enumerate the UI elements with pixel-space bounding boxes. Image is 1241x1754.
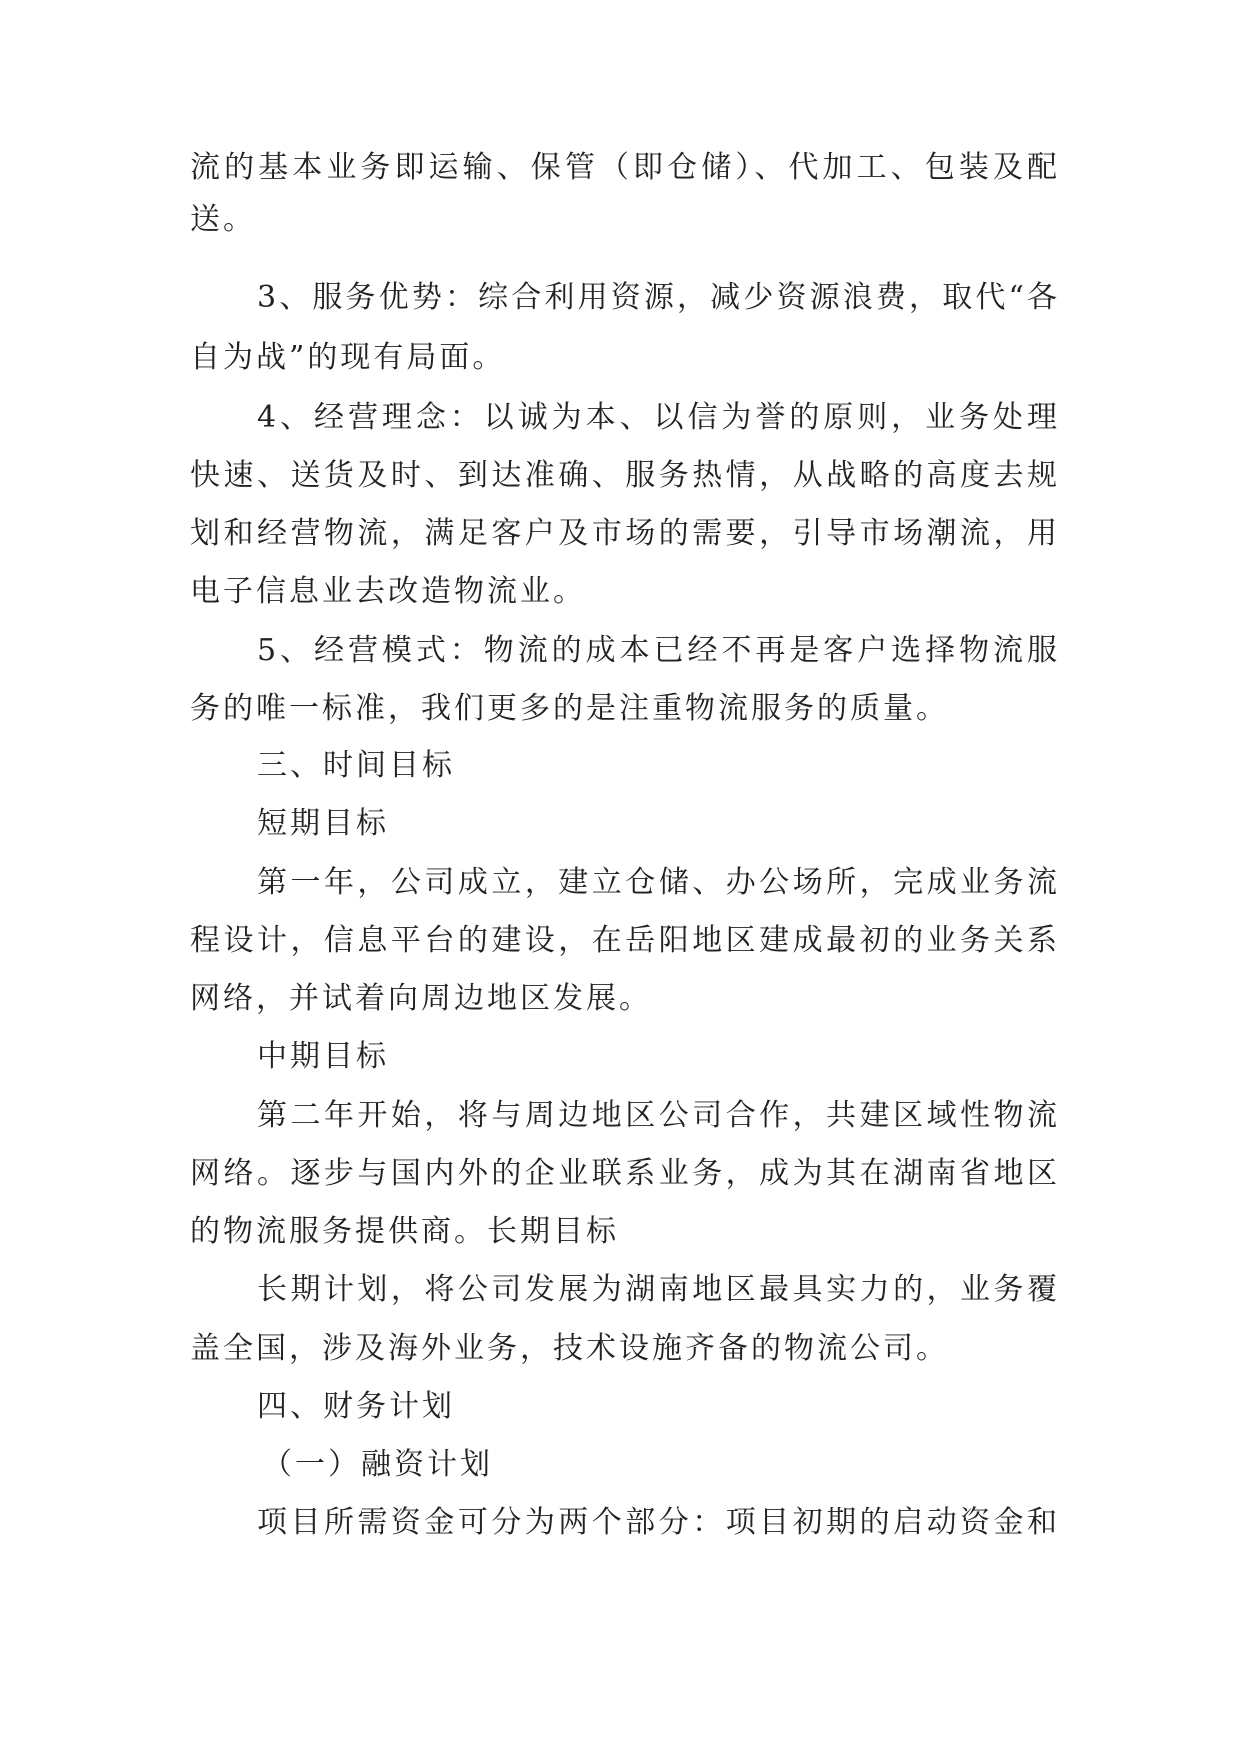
text-line: 电子信息业去改造物流业。 xyxy=(190,574,586,609)
text-line: 务的唯一标准，我们更多的是注重物流服务的质量。 xyxy=(190,691,949,726)
text-line: 送。 xyxy=(190,202,256,237)
text-line: 盖全国，涉及海外业务，技术设施齐备的物流公司。 xyxy=(190,1331,949,1366)
subsection-heading: 中期目标 xyxy=(257,1039,389,1074)
subsection-heading: （一）融资计划 xyxy=(262,1447,493,1482)
subsection-heading: 短期目标 xyxy=(257,806,389,841)
section-heading: 三、时间目标 xyxy=(257,748,455,783)
text-line: 网络。逐步与国内外的企业联系业务，成为其在湖南省地区 xyxy=(190,1156,1060,1191)
text-line: 第二年开始，将与周边地区公司合作，共建区域性物流 xyxy=(257,1098,1060,1133)
text-line: 快速、送货及时、到达准确、服务热情，从战略的高度去规 xyxy=(190,458,1060,493)
text-line: 的物流服务提供商。长期目标 xyxy=(190,1214,619,1249)
text-line: 划和经营物流，满足客户及市场的需要，引导市场潮流，用 xyxy=(190,516,1060,551)
text-line: 程设计，信息平台的建设，在岳阳地区建成最初的业务关系 xyxy=(190,923,1060,958)
text-line: 3、服务优势：综合利用资源，减少资源浪费，取代“各 xyxy=(257,280,1060,315)
text-line: 第一年，公司成立，建立仓储、办公场所，完成业务流 xyxy=(257,865,1060,900)
text-line: 5、经营模式：物流的成本已经不再是客户选择物流服 xyxy=(257,633,1060,668)
text-line: 流的基本业务即运输、保管（即仓储）、代加工、包装及配 xyxy=(190,150,1060,185)
text-line: 网络，并试着向周边地区发展。 xyxy=(190,981,652,1016)
text-line: 项目所需资金可分为两个部分：项目初期的启动资金和 xyxy=(257,1505,1060,1540)
text-line: 4、经营理念：以诚为本、以信为誉的原则，业务处理 xyxy=(257,400,1060,435)
text-line: 自为战”的现有局面。 xyxy=(190,340,506,375)
section-heading: 四、财务计划 xyxy=(257,1389,455,1424)
text-line: 长期计划，将公司发展为湖南地区最具实力的，业务覆 xyxy=(257,1272,1060,1307)
